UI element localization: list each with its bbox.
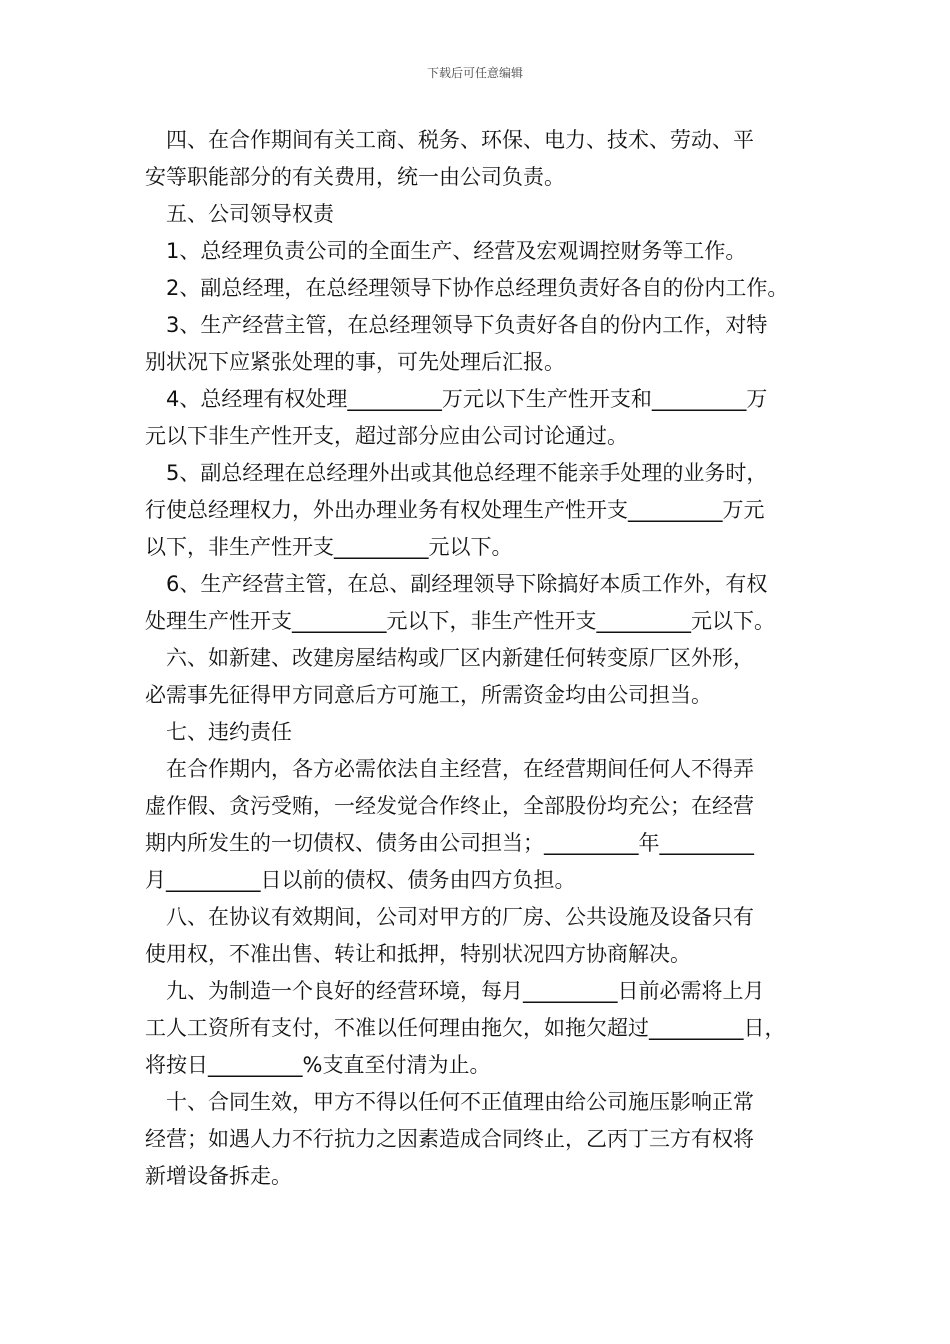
- text-line: 行使总经理权力，外出办理业务有权处理生产性开支_________万元: [145, 498, 765, 522]
- text-line: 处理生产性开支_________元以下，非生产性开支_________元以下。: [145, 609, 775, 633]
- text-line: 十、合同生效，甲方不得以任何不正值理由给公司施压影响正常: [145, 1090, 754, 1114]
- text-line: 以下，非生产性开支_________元以下。: [145, 535, 513, 559]
- text-line: 使用权，不准出售、转让和抵押，特别状况四方协商解决。: [145, 942, 691, 966]
- text-line: 必需事先征得甲方同意后方可施工，所需资金均由公司担当。: [145, 683, 712, 707]
- text-line: 四、在合作期间有关工商、税务、环保、电力、技术、劳动、平: [145, 128, 754, 152]
- text-line: 九、为制造一个良好的经营环境，每月_________日前必需将上月: [145, 979, 765, 1003]
- text-line: 将按日_________%支直至付清为止。: [145, 1053, 491, 1077]
- text-line: 七、违约责任: [145, 720, 292, 744]
- text-line: 4、总经理有权处理_________万元以下生产性开支和_________万: [145, 387, 768, 411]
- text-line: 5、副总经理在总经理外出或其他总经理不能亲手处理的业务时，: [145, 461, 768, 485]
- contract-body: [145, 122, 817, 1195]
- text-line: 六、如新建、改建房屋结构或厂区内新建任何转变原厂区外形，: [145, 646, 754, 670]
- text-line: 1、总经理负责公司的全面生产、经营及宏观调控财务等工作。: [145, 239, 747, 263]
- text-line: 6、生产经营主管，在总、副经理领导下除搞好本质工作外，有权: [145, 572, 768, 596]
- text-line: 虚作假、贪污受贿，一经发觉合作终止，全部股份均充公；在经营: [145, 794, 754, 818]
- text-line: 3、生产经营主管，在总经理领导下负责好各自的份内工作，对特: [145, 313, 768, 337]
- text-line: 期内所发生的一切债权、债务由公司担当；_________年_________: [145, 831, 754, 855]
- text-line: 月_________日以前的债权、债务由四方负担。: [145, 868, 576, 892]
- text-line: 2、副总经理，在总经理领导下协作总经理负责好各自的份内工作。: [145, 276, 789, 300]
- text-line: 在合作期内，各方必需依法自主经营，在经营期间任何人不得弄: [145, 757, 754, 781]
- text-line: 元以下非生产性开支，超过部分应由公司讨论通过。: [145, 424, 628, 448]
- text-line: 八、在协议有效期间，公司对甲方的厂房、公共设施及设备只有: [145, 905, 754, 929]
- text-line: 工人工资所有支付，不准以任何理由拖欠，如拖欠超过_________日，: [145, 1016, 786, 1040]
- page-header: 下载后可任意编辑: [426, 66, 523, 80]
- text-line: 别状况下应紧张处理的事，可先处理后汇报。: [145, 350, 565, 374]
- text-line: 安等职能部分的有关费用，统一由公司负责。: [145, 165, 565, 189]
- text-line: 新增设备拆走。: [145, 1164, 292, 1188]
- text-line: 经营；如遇人力不行抗力之因素造成合同终止，乙丙丁三方有权将: [145, 1127, 754, 1151]
- text-line: 五、公司领导权责: [145, 202, 334, 226]
